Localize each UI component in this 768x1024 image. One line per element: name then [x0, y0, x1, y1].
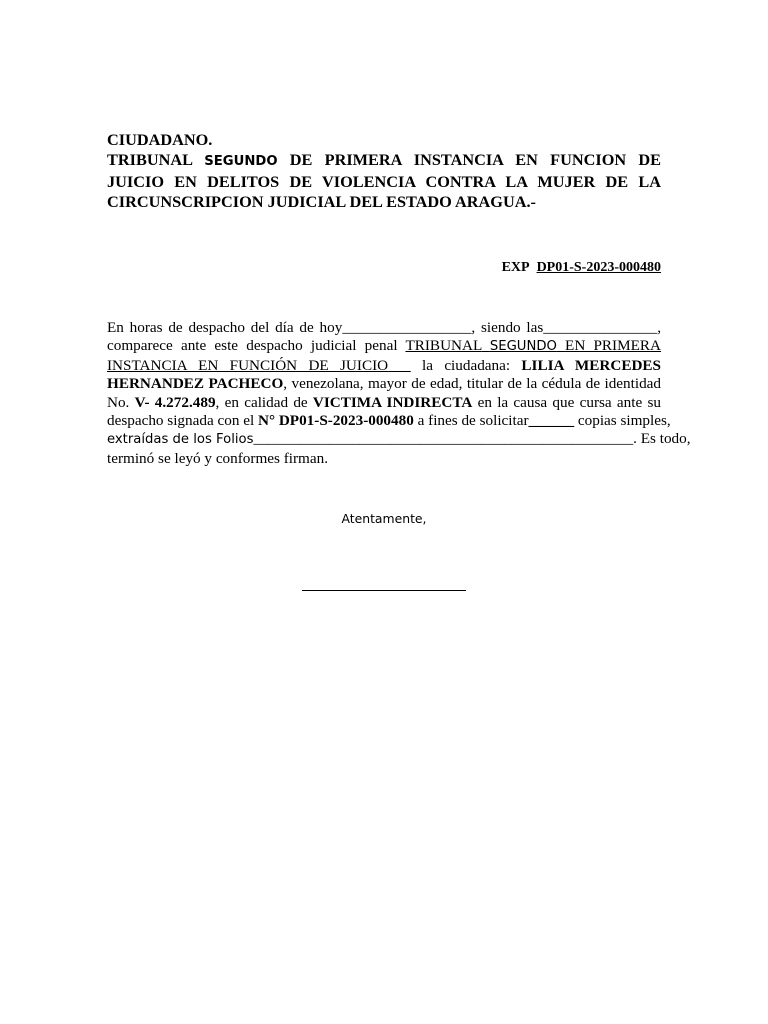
court-line-3: CIRCUNSCRIPCION JUDICIAL DEL ESTADO ARAGUA.- [107, 192, 536, 211]
body-line-7: extraídas de los Folios__________________________________________________. Es todo, [107, 430, 691, 448]
case-reference: N° DP01-S-2023-000480 [257, 412, 414, 430]
case-number-label: EXP [501, 260, 530, 275]
citizen-surname: HERNANDEZ PACHECO [107, 375, 284, 393]
case-number [502, 259, 661, 277]
body-line-4: HERNANDEZ PACHECO, venezolana, mayor de edad, titular de la cédula de identidad [107, 375, 661, 393]
citizen-id: V- 4.272.489 [134, 393, 216, 411]
date-blank: _________________ [342, 319, 472, 336]
citizen-name: LILIA MERCEDES [521, 356, 661, 374]
body-line-2: comparece ante este despacho judicial penal TRIBUNAL SEGUNDO EN PRIMERA [107, 337, 661, 355]
body-paragraph [107, 319, 691, 468]
body-line-1: En horas de despacho del día de hoy_________________, siendo las_______________, [107, 319, 661, 336]
body-line-5: No. V- 4.272.489, en calidad de VICTIMA INDIRECTA en la causa que cursa ante su [107, 393, 661, 411]
copies-blank: ______ [528, 412, 575, 430]
body-line-8: terminó se leyó y conformes firman. [107, 449, 328, 467]
court-line-1: TRIBUNAL SEGUNDO DE PRIMERA INSTANCIA EN FUNCION DE [107, 150, 661, 169]
case-number-value: DP01-S-2023-000480 [536, 260, 661, 275]
signature-line [302, 590, 466, 591]
time-blank: _______________ [543, 319, 658, 336]
folios-blank: __________________________________________________ [253, 430, 634, 448]
body-line-3: INSTANCIA EN FUNCIÓN DE JUICIO la ciudadana: LILIA MERCEDES [107, 356, 661, 374]
addressee-title: CIUDADANO. [107, 130, 213, 149]
court-line-2: JUICIO EN DELITOS DE VIOLENCIA CONTRA LA MUJER DE LA [107, 172, 661, 191]
addressee-header [107, 130, 661, 212]
body-line-6: despacho signada con el N° DP01-S-2023-000480 a fines de solicitar______ copias simples, [107, 412, 671, 430]
closing-salutation: Atentamente, [341, 511, 427, 526]
citizen-role: VICTIMA INDIRECTA [312, 393, 473, 411]
